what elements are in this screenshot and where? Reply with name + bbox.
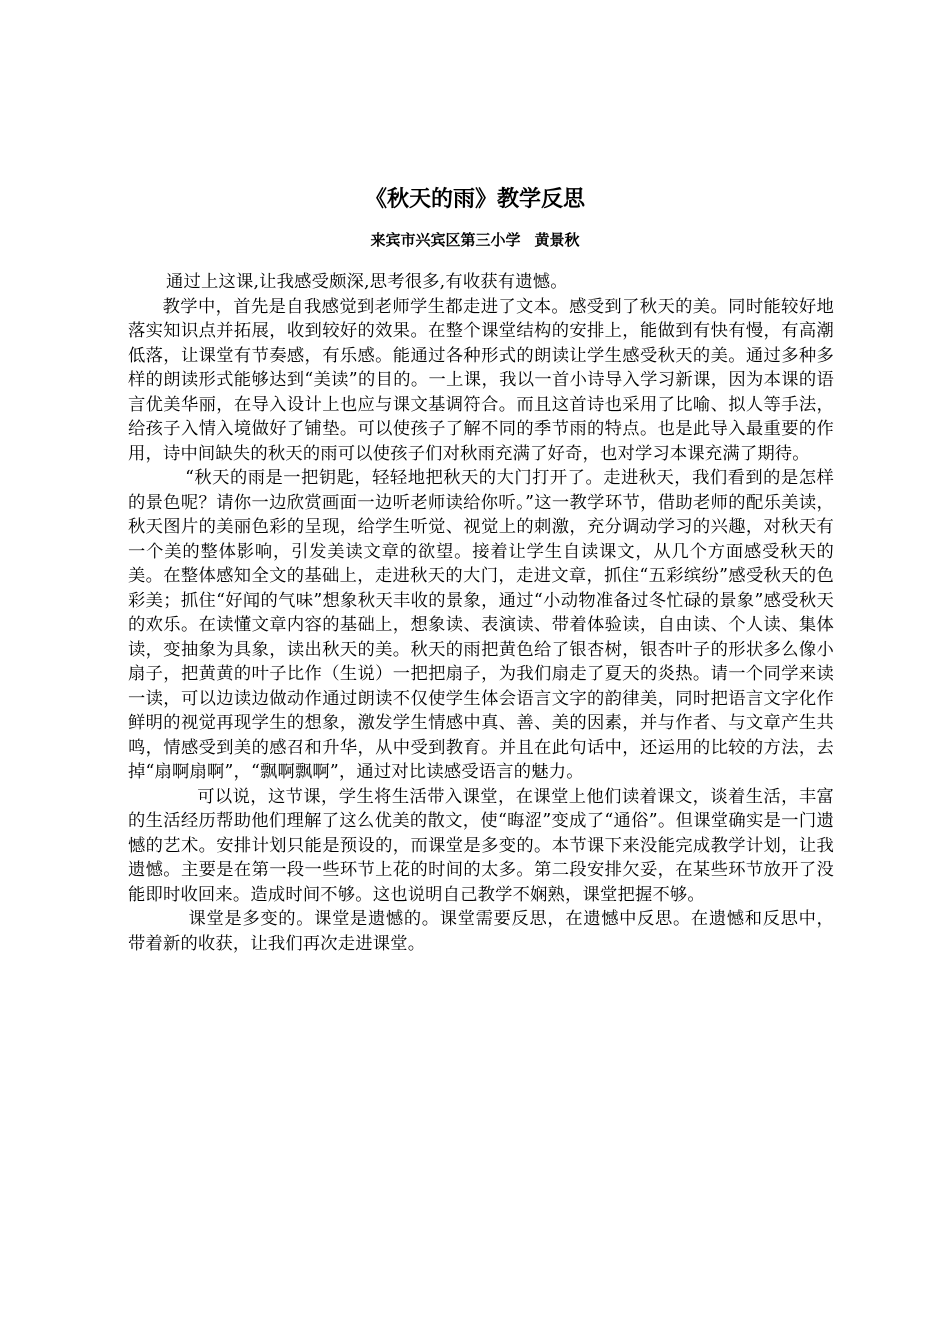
- author-byline: [0, 230, 950, 250]
- paragraph: 可以说，这节课，学生将生活带入课堂，在课堂上他们读着课文，谈着生活，丰富的生活经历帮助他们理解了这么优美的散文，使“晦涩”变成了“通俗”。但课堂确实是一门遗憾的艺术。安排计划只能是预设的，而课堂是多变的。本节课下来没能完成教学计划，让我遗憾。主要是在第一段一些环节上花的时间的太多。第二段安排欠妥，在某些环节放开了没能即时收回来。造成时间不够。这也说明自己教学不娴熟，课堂把握不够。: [128, 786, 834, 905]
- paragraph: “秋天的雨是一把钥匙，轻轻地把秋天的大门打开了。走进秋天，我们看到的是怎样的景色呢？请你一边欣赏画面一边听老师读给你听。”这一教学环节，借助老师的配乐美读，秋天图片的美丽色彩的呈现，给学生听觉、视觉上的刺激，充分调动学习的兴趣，对秋天有一个美的整体影响，引发美读文章的欲望。接着让学生自读课文，从几个方面感受秋天的美。在整体感知全文的基础上，走进秋天的大门，走进文章，抓住“五彩缤纷”感受秋天的色彩美；抓住“好闻的气味”想象秋天丰收的景象，通过“小动物准备过冬忙碌的景象”感受秋天的欢乐。在读懂文章内容的基础上，想象读、表演读、带着体验读，自由读、个人读、集体读，变抽象为具象，读出秋天的美。秋天的雨把黄色给了银杏树，银杏叶子的形状多么像小扇子，把黄黄的叶子比作（生说）一把把扇子，为我们扇走了夏天的炎热。请一个同学来读一读，可以边读边做动作通过朗读不仅使学生体会语言文字的韵律美，同时把语言文字化作鲜明的视觉再现学生的想象，激发学生情感中真、善、美的因素，并与作者、与文章产生共鸣，情感受到美的感召和升华，从中受到教育。并且在此句话中，还运用的比较的方法，去掉“扇啊扇啊”，“飘啊飘啊”，通过对比读感受语言的魅力。: [128, 468, 834, 782]
- paragraph: 课堂是多变的。课堂是遗憾的。课堂需要反思，在遗憾中反思。在遗憾和反思中，带着新的收获，让我们再次走进课堂。: [128, 909, 834, 954]
- document-title: 《秋天的雨》教学反思: [364, 187, 585, 212]
- paragraph: 通过上这课,让我感受颇深,思考很多,有收获有遗憾。: [166, 272, 568, 292]
- document-body: [128, 270, 834, 956]
- author-name: 黄景秋: [534, 231, 580, 249]
- paragraph: 教学中，首先是自我感觉到老师学生都走进了文本。感受到了秋天的美。同时能较好地落实知识点并拓展，收到较好的效果。在整个课堂结构的安排上，能做到有快有慢，有高潮低落，让课堂有节奏感，有乐感。能通过各种形式的朗读让学生感受秋天的美。通过多种多样的朗读形式能够达到“美读”的目的。一上课，我以一首小诗导入学习新课，因为本课的语言优美华丽，在导入设计上也应与课文基调符合。而且这首诗也采用了比喻、拟人等手法，给孩子入情入境做好了铺垫。可以使孩子了解不同的季节雨的特点。也是此导入最重要的作用，诗中间缺失的秋天的雨可以使孩子们对秋雨充满了好奇，也对学习本课充满了期待。: [128, 296, 834, 464]
- school-name: 来宾市兴宾区第三小学: [370, 231, 521, 249]
